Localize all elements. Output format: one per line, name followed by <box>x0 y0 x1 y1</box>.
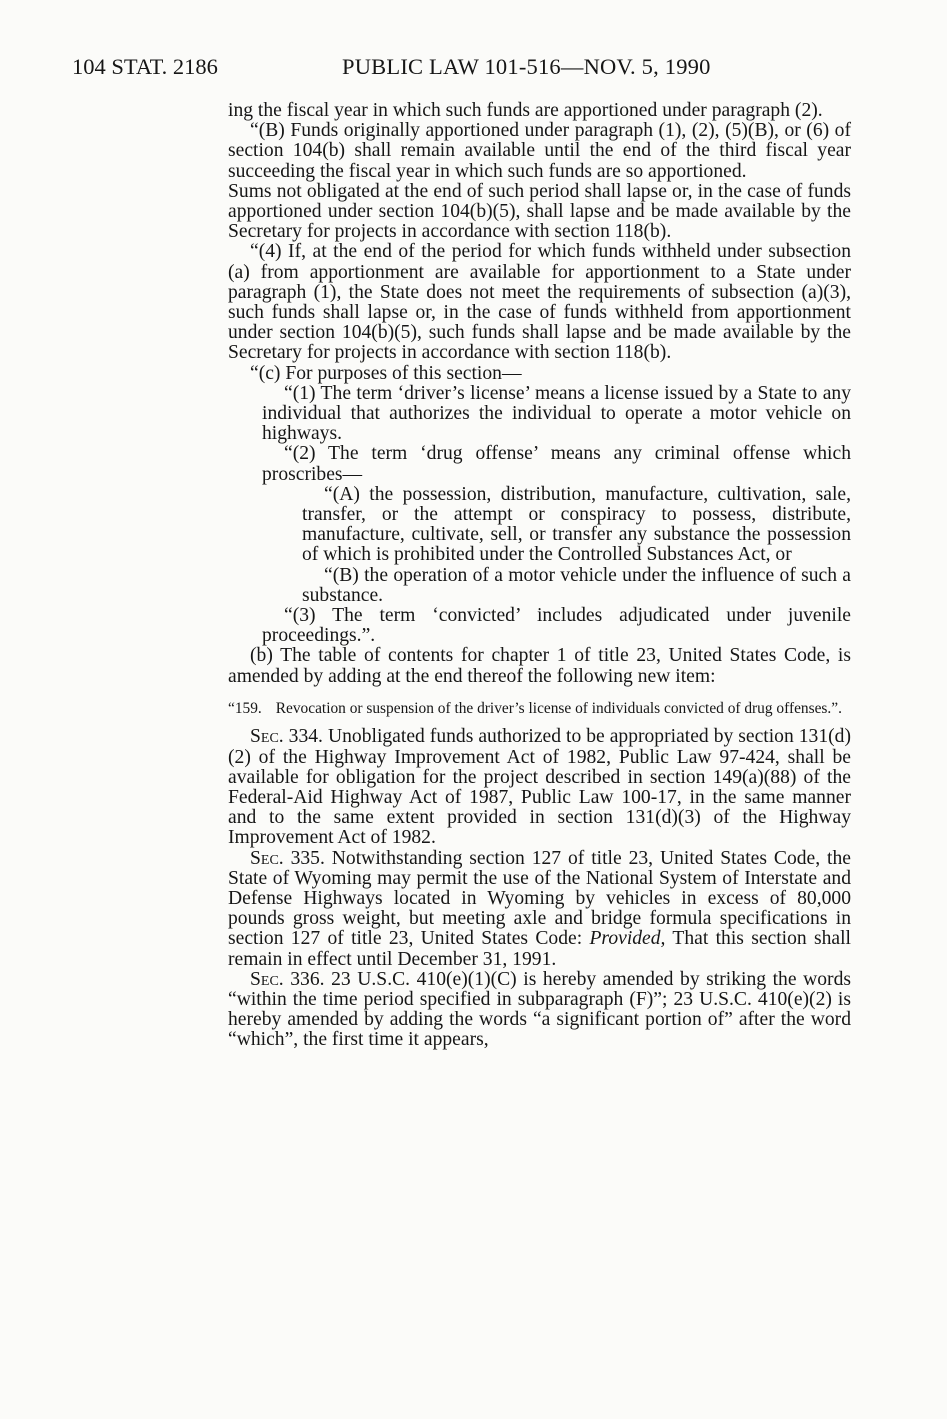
toc-item-text: Revocation or suspension of the driver’s license of individuals convicted of drug offenses.”. <box>275 699 842 717</box>
paragraph: “(B) Funds originally apportioned under paragraph (1), (2), (5)(B), or (6) of section 104(b) shall remain available until the end of the third fiscal year succeeding the fiscal year in which such funds are so apportioned. <box>228 120 851 182</box>
provided-proviso: Provided, <box>589 928 666 950</box>
table-of-contents-item <box>228 701 851 717</box>
paragraph: Sums not obligated at the end of such period shall lapse or, in the case of funds apportioned under section 104(b)(5), shall lapse and be made available by the Secretary for projects in accordance with section 118(b). <box>228 180 851 243</box>
section-text: 23 U.S.C. 410(e)(1)(C) is hereby amended by striking the words “within the time period specified in subparagraph (F)”; 23 U.S.C. 410(e)(2) is hereby amended by adding the words “a significant portion of” after the word “which”, the first time it appears, <box>228 968 851 1051</box>
paragraph: “(c) For purposes of this section— <box>250 362 522 384</box>
section-label: Sec. 334. <box>250 726 323 748</box>
definition-paragraph: “(1) The term ‘driver’s license’ means a license issued by a State to any individual that authorizes the individual to operate a motor vehicle on highways. <box>262 382 851 445</box>
statute-text <box>228 101 851 1051</box>
section-334 <box>228 727 851 848</box>
section-text: Unobligated funds authorized to be appropriated by section 131(d)(2) of the Highway Improvement Act of 1982, Public Law 97-424, shall be available for obligation for the project described in section 149(a)(88) of the Federal-Aid Highway Act of 1987, Public Law 100-17, in the same manner and to the same extent provided in section 131(d)(3) of the Highway Improvement Act of 1982. <box>228 726 851 849</box>
subparagraph: “(A) the possession, distribution, manufacture, cultivation, sale, transfer, or the attempt or conspiracy to possess, distribute, manufacture, cultivate, sell, or transfer any substance the possession of which is prohibited under the Controlled Substances Act, or <box>302 483 851 566</box>
subparagraph: “(B) the operation of a motor vehicle under the influence of such a substance. <box>302 564 851 606</box>
paragraph: “(4) If, at the end of the period for which funds withheld under subsection (a) from apportionment are available for apportionment to a State under paragraph (1), the State does not meet the requirements of subsection (a)(3), such funds shall lapse or, in the case of funds withheld from apportionment under section 104(b)(5), such funds shall lapse and be made available by the Secretary for projects in accordance with section 118(b). <box>228 241 851 364</box>
definition-paragraph: “(2) The term ‘drug offense’ means any criminal offense which proscribes— <box>262 443 851 485</box>
paragraph: (b) The table of contents for chapter 1 of title 23, United States Code, is amended by adding at the end thereof the following new item: <box>228 645 851 687</box>
section-text: Notwithstanding section 127 of title 23, United States Code, the State of Wyoming may permit the use of the National System of Interstate and Defense Highways located in Wyoming by vehicles in excess of 80,000 pounds gross weight, but meeting axle and bridge formula specifications in section 127 of title 23, United States Code: <box>228 847 851 950</box>
toc-item-number: “159. <box>228 699 262 717</box>
public-law-citation: PUBLIC LAW 101-516—NOV. 5, 1990 <box>342 54 711 79</box>
section-label: Sec. 335. <box>250 847 325 869</box>
paragraph: ing the fiscal year in which such funds are apportioned under paragraph (2). <box>228 100 823 121</box>
section-336 <box>228 970 851 1051</box>
section-text: That this section shall remain in effect until December 31, 1991. <box>228 928 852 970</box>
section-335 <box>228 849 851 970</box>
section-label: Sec. 336. <box>250 968 325 990</box>
stat-page-number: 104 STAT. 2186 <box>72 54 218 79</box>
page-header <box>72 54 932 88</box>
definition-paragraph: “(3) The term ‘convicted’ includes adjudicated under juvenile proceedings.”. <box>262 605 851 647</box>
